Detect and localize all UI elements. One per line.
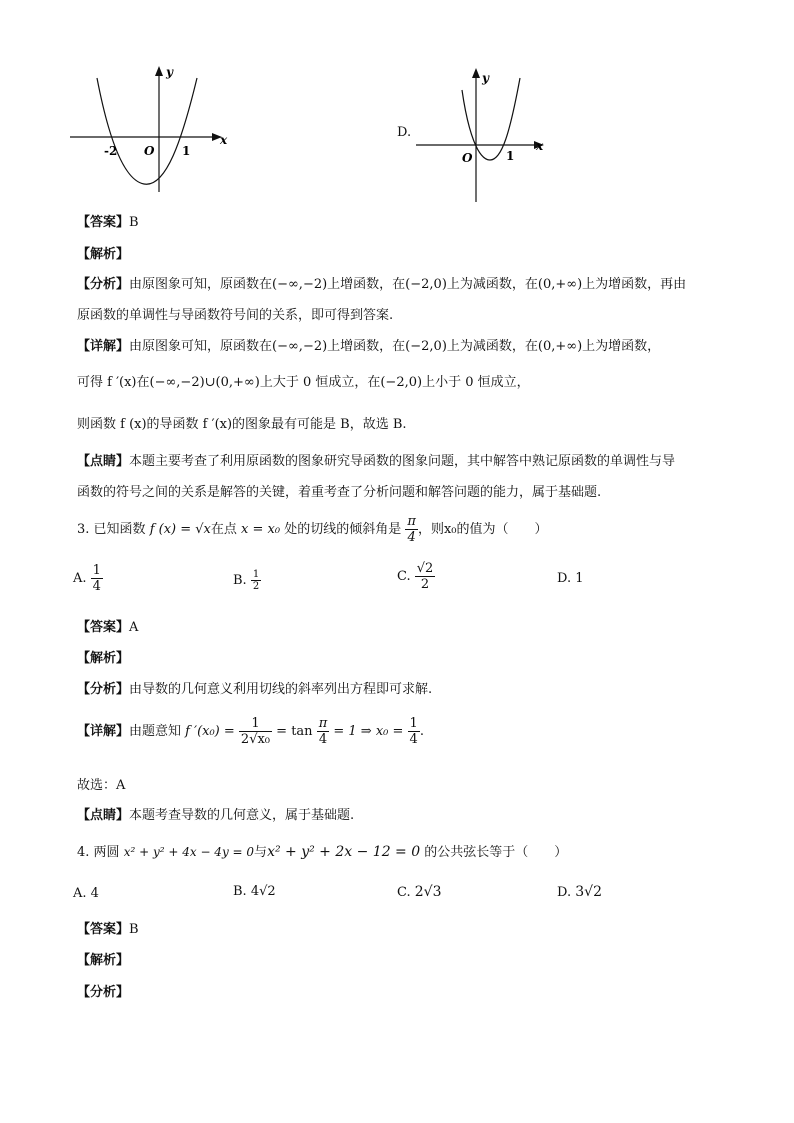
q2-fenxi-line2: 原函数的单调性与导函数符号间的关系，即可得到答案.	[77, 308, 394, 323]
stem-mid2: 处的切线的倾斜角是	[284, 522, 402, 537]
dianjing-text: 本题主要考查了利用原函数的图象研究导函数的图象问题，其中解答中熟记原函数的单调性与导	[129, 454, 676, 469]
q4-answer: 【答案】B	[77, 922, 139, 937]
stem-point: x = x₀	[241, 522, 281, 537]
tick-label-left: -2	[104, 144, 118, 158]
y-axis-arrow-icon	[155, 66, 163, 76]
q2-xiangjie-line1	[77, 338, 660, 356]
q3-option-c: C. $\frac{√2}{2}$	[397, 561, 434, 592]
origin-label: O	[144, 144, 155, 158]
y-axis-label: y	[482, 71, 489, 85]
xiangjie-text: 由原图象可知，原函数在(−∞,−2)上增函数，在(−2,0)上为减函数，在(0,+∞)上为增函数，	[129, 339, 661, 354]
q4-jiexi-tag: 【解析】	[77, 953, 130, 968]
option-d-label: D.	[397, 125, 412, 140]
parabola-curve	[97, 78, 197, 184]
q2-dianjing-line2: 函数的符号之间的关系是解答的关键，着重考查了分析问题和解答问题的能力，属于基础题.	[77, 485, 602, 500]
answer-tag: 【答案】	[77, 215, 130, 230]
stem-mid: 在点	[210, 522, 237, 537]
y-axis-arrow-icon	[472, 68, 480, 78]
q3-fenxi: 【分析】由导数的几何意义利用切线的斜率列出方程即可求解.	[77, 682, 433, 697]
circle-1-equation: x² + y² + 4x − 4y = 0	[123, 845, 255, 859]
q4-fenxi-tag: 【分析】	[77, 985, 130, 1000]
q4-option-b: B. 4√2	[233, 884, 276, 899]
dianjing-tag: 【点睛】	[77, 454, 130, 469]
q2-dianjing-line1	[77, 453, 675, 471]
xiangjie-tag: 【详解】	[77, 339, 130, 354]
fenxi-text: 由原图象可知，原函数在(−∞,−2)上增函数，在(−2,0)上为减函数，在(0,+∞)上为增函数，再由	[129, 277, 687, 292]
q3-option-d: D. 1	[557, 571, 584, 586]
stem-pre: 3. 已知函数	[77, 522, 146, 537]
x-axis-label: x	[220, 133, 228, 147]
q4-stem: 4. 两圆 x² + y² + 4x − 4y = 0与x² + y² + 2x − 12 = 0 的公共弦长等于（ ）	[77, 844, 568, 860]
graph-option-d	[410, 62, 560, 207]
stem-function: f (x) = √x	[149, 522, 211, 537]
origin-label: O	[462, 151, 473, 165]
q3-option-b: B. $\frac{1}{2}$	[233, 569, 260, 592]
q3-xiangjie: 【详解】由题意知 f ′(x₀) = $\frac{1}{\text{2√x₀}}$ = tan $\frac{\pi}{4}$ = 1 ⇒ x₀ = $\frac{1}{4}$ .	[77, 716, 424, 747]
q3-guxuan: 故选：A	[77, 778, 126, 793]
q2-answer	[77, 214, 139, 232]
fenxi-tag: 【分析】	[77, 277, 130, 292]
q3-option-a: A. $\frac{1}{4}$	[73, 563, 101, 594]
q3-jiexi-tag: 【解析】	[77, 651, 130, 666]
q2-fenxi-line1	[77, 276, 686, 294]
q3-stem	[77, 514, 547, 545]
q3-answer: 【答案】A	[77, 620, 139, 635]
q3-dianjing: 【点睛】本题考查导数的几何意义，属于基础题.	[77, 808, 355, 823]
q2-jiexi-tag: 【解析】	[77, 247, 130, 262]
q4-option-a: A. 4	[73, 886, 99, 901]
stem-post: ，则x₀的值为（ ）	[417, 522, 548, 537]
graph-option-c	[62, 60, 242, 200]
answer-value: B	[129, 215, 139, 230]
y-axis-label: y	[166, 65, 173, 79]
tick-label-right: 1	[182, 144, 191, 158]
parabola-curve	[462, 78, 520, 160]
x-axis-label: x	[536, 139, 544, 153]
q2-xiangjie-line3: 则函数 f (x)的导函数 f ′(x)的图象最有可能是 B，故选 B.	[77, 417, 407, 432]
q2-xiangjie-line2: 可得 f ′(x)在(−∞,−2)∪(0,+∞)上大于 0 恒成立，在(−2,0)上小于 0 恒成立，	[77, 375, 530, 390]
stem-angle-fraction: $\frac{\pi}{4}$	[407, 514, 416, 545]
q4-option-c: C. 2√3	[397, 884, 442, 900]
q4-option-d: D. 3√2	[557, 884, 602, 900]
tick-label-right: 1	[506, 149, 515, 163]
circle-2-equation: x² + y² + 2x − 12 = 0	[267, 844, 421, 860]
